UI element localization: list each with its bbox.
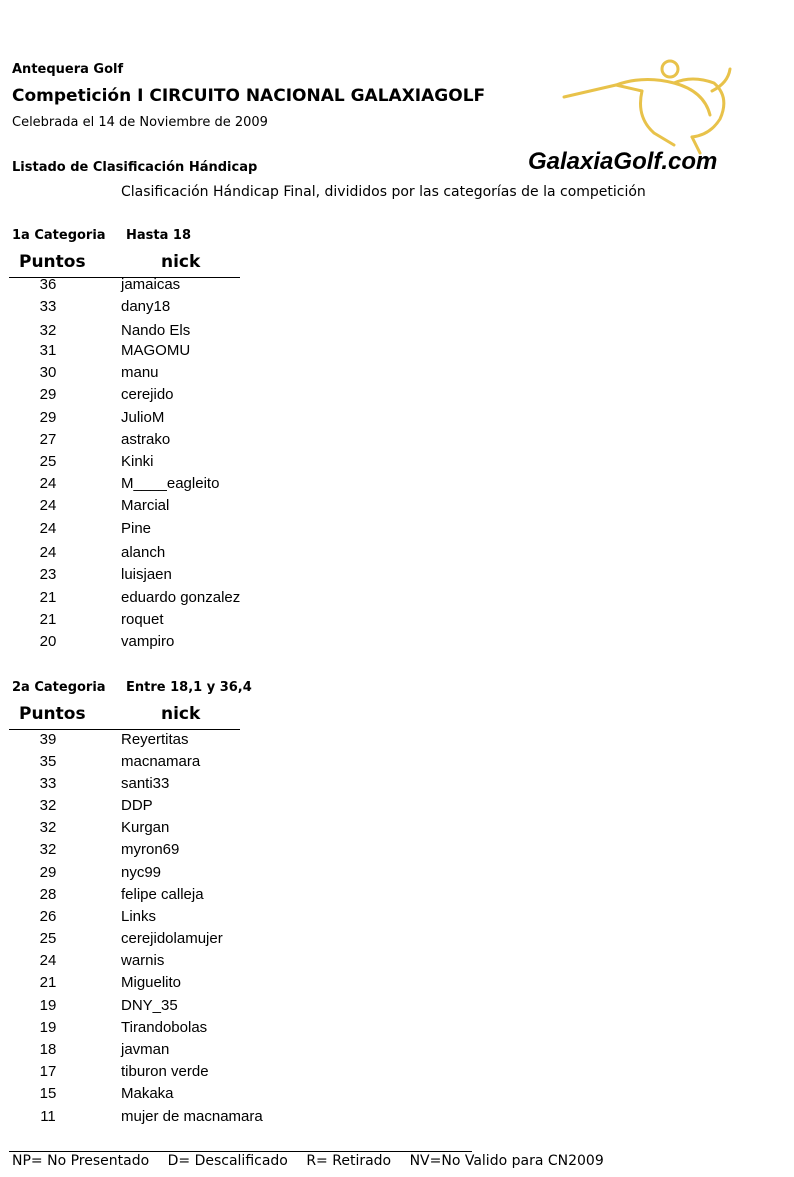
- table-row: [0, 364, 400, 384]
- table-row: [0, 952, 400, 972]
- golfer-logo-icon: [524, 55, 772, 179]
- footer-rule: [9, 1151, 472, 1152]
- table-row: [0, 342, 400, 362]
- row-nick: roquet: [121, 611, 164, 628]
- row-points: 19: [39, 1019, 57, 1036]
- row-points: 17: [39, 1063, 57, 1080]
- row-points: 15: [39, 1085, 57, 1102]
- row-points: 32: [39, 322, 57, 339]
- row-nick: JulioM: [121, 409, 165, 426]
- row-nick: Reyertitas: [121, 731, 189, 748]
- row-nick: astrako: [121, 431, 171, 448]
- row-nick: Pine: [121, 520, 152, 537]
- table-row: [0, 797, 400, 817]
- row-nick: mujer de macnamara: [121, 1108, 263, 1125]
- category-1-column-headers: [9, 252, 239, 274]
- row-points: 32: [39, 819, 57, 836]
- row-points: 31: [39, 342, 57, 359]
- row-nick: vampiro: [121, 633, 175, 650]
- row-points: 18: [39, 1041, 57, 1058]
- row-points: 32: [39, 841, 57, 858]
- table-row: [0, 753, 400, 773]
- table-row: [0, 386, 400, 406]
- table-row: [0, 298, 400, 318]
- table-row: [0, 775, 400, 795]
- row-nick: manu: [121, 364, 159, 381]
- category-1-range: Hasta 18: [126, 228, 191, 243]
- points-column-header: Puntos: [19, 252, 86, 272]
- row-nick: warnis: [121, 952, 165, 969]
- table-row: [0, 819, 400, 839]
- row-points: 27: [39, 431, 57, 448]
- row-points: 24: [39, 952, 57, 969]
- competition-title: Competición I CIRCUITO NACIONAL GALAXIAGOLF: [12, 86, 486, 106]
- table-row: [0, 544, 400, 564]
- competition-date: Celebrada el 14 de Noviembre de 2009: [12, 115, 268, 130]
- row-points: 24: [39, 544, 57, 561]
- row-nick: M____eagleito: [121, 475, 220, 492]
- legend-r: R= Retirado: [306, 1153, 392, 1169]
- row-nick: dany18: [121, 298, 171, 315]
- table-row: [0, 409, 400, 429]
- row-nick: tiburon verde: [121, 1063, 209, 1080]
- category-2-name: 2a Categoria: [12, 680, 106, 695]
- table-row: [0, 731, 400, 751]
- row-points: 25: [39, 453, 57, 470]
- list-title: Listado de Clasificación Hándicap: [12, 160, 258, 175]
- row-nick: DDP: [121, 797, 153, 814]
- category-2-column-headers: [9, 704, 239, 726]
- table-row: [0, 1063, 400, 1083]
- row-points: 24: [39, 497, 57, 514]
- table-row: [0, 611, 400, 631]
- table-row: [0, 1041, 400, 1061]
- table-row: [0, 864, 400, 884]
- logo-wordmark: GalaxiaGolf.com: [528, 148, 718, 175]
- table-row: [0, 1019, 400, 1039]
- row-points: 29: [39, 386, 57, 403]
- row-points: 29: [39, 864, 57, 881]
- table-row: [0, 453, 400, 473]
- row-nick: nyc99: [121, 864, 162, 881]
- table-row: [0, 322, 400, 342]
- table-row: [0, 997, 400, 1017]
- table-row: [0, 908, 400, 928]
- row-nick: alanch: [121, 544, 166, 561]
- row-points: 26: [39, 908, 57, 925]
- row-points: 33: [39, 298, 57, 315]
- row-nick: santi33: [121, 775, 170, 792]
- row-points: 21: [39, 974, 57, 991]
- table-row: [0, 566, 400, 586]
- row-points: 24: [39, 475, 57, 492]
- row-points: 39: [39, 731, 57, 748]
- table-row: [0, 431, 400, 451]
- row-nick: Makaka: [121, 1085, 174, 1102]
- row-points: 29: [39, 409, 57, 426]
- category-1-name: 1a Categoria: [12, 228, 106, 243]
- nick-column-header: nick: [161, 704, 201, 724]
- row-points: 19: [39, 997, 57, 1014]
- table-row: [0, 633, 400, 653]
- row-nick: Links: [121, 908, 157, 925]
- table-row: [0, 841, 400, 861]
- row-nick: cerejidolamujer: [121, 930, 223, 947]
- row-nick: jamaicas: [121, 276, 181, 293]
- category-2-range: Entre 18,1 y 36,4: [126, 680, 252, 695]
- category-1-header: [12, 228, 312, 243]
- nick-column-header: nick: [161, 252, 201, 272]
- row-nick: Kinki: [121, 453, 154, 470]
- row-nick: eduardo gonzalez: [121, 589, 241, 606]
- row-points: 33: [39, 775, 57, 792]
- row-points: 21: [39, 611, 57, 628]
- table-row: [0, 475, 400, 495]
- table-row: [0, 497, 400, 517]
- row-nick: DNY_35: [121, 997, 178, 1014]
- row-nick: Marcial: [121, 497, 170, 514]
- table-row: [0, 520, 400, 540]
- row-nick: luisjaen: [121, 566, 172, 583]
- table-row: [0, 1108, 400, 1128]
- table-row: [0, 276, 400, 296]
- table-row: [0, 886, 400, 906]
- row-nick: Nando Els: [121, 322, 191, 339]
- row-nick: felipe calleja: [121, 886, 204, 903]
- legend-d: D= Descalificado: [167, 1153, 288, 1169]
- row-points: 36: [39, 276, 57, 293]
- category-2-header: [12, 680, 312, 695]
- category-2-header-rule: [9, 729, 240, 730]
- galaxiagolf-logo: [524, 55, 772, 179]
- club-name: Antequera Golf: [12, 62, 124, 77]
- row-nick: macnamara: [121, 753, 201, 770]
- legend: [12, 1153, 618, 1169]
- row-points: 25: [39, 930, 57, 947]
- legend-nv: NV=No Valido para CN2009: [409, 1153, 604, 1169]
- points-column-header: Puntos: [19, 704, 86, 724]
- row-points: 28: [39, 886, 57, 903]
- row-nick: javman: [121, 1041, 170, 1058]
- legend-np: NP= No Presentado: [12, 1153, 150, 1169]
- row-nick: Tirandobolas: [121, 1019, 208, 1036]
- table-row: [0, 589, 400, 609]
- row-points: 21: [39, 589, 57, 606]
- row-points: 30: [39, 364, 57, 381]
- row-points: 35: [39, 753, 57, 770]
- row-points: 32: [39, 797, 57, 814]
- table-row: [0, 1085, 400, 1105]
- row-points: 23: [39, 566, 57, 583]
- row-points: 20: [39, 633, 57, 650]
- row-nick: MAGOMU: [121, 342, 191, 359]
- row-nick: Miguelito: [121, 974, 182, 991]
- table-row: [0, 930, 400, 950]
- table-row: [0, 974, 400, 994]
- list-subtitle: Clasificación Hándicap Final, divididos por las categorías de la competición: [121, 184, 646, 200]
- row-points: 24: [39, 520, 57, 537]
- row-nick: myron69: [121, 841, 180, 858]
- row-points: 11: [40, 1108, 56, 1125]
- row-nick: Kurgan: [121, 819, 170, 836]
- row-nick: cerejido: [121, 386, 174, 403]
